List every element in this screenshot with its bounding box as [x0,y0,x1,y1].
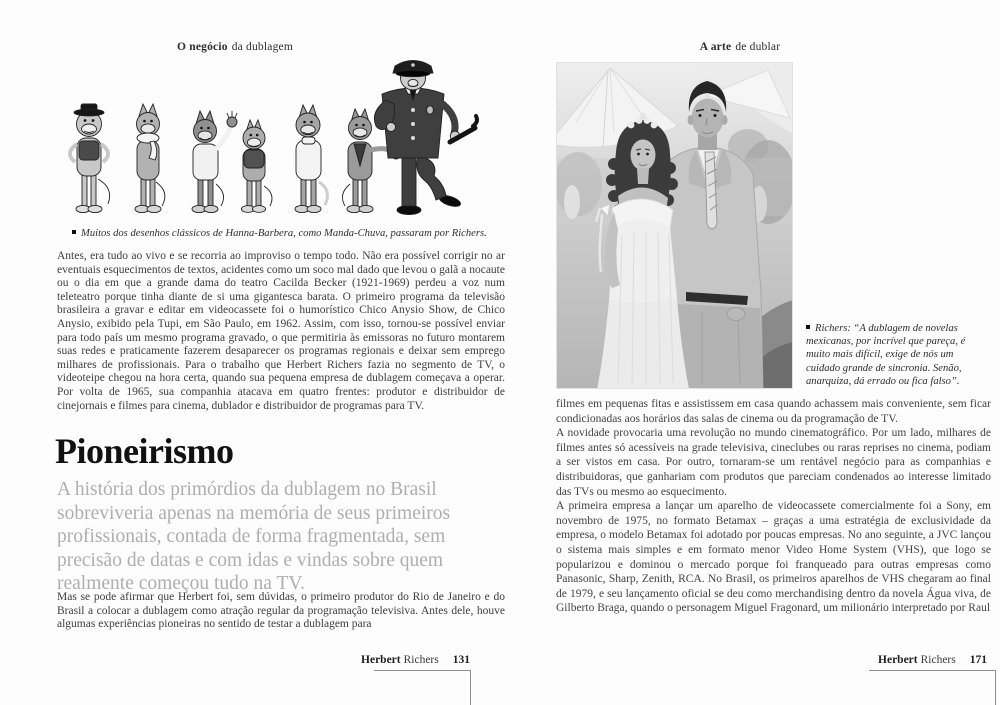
right-paragraph-2: A novidade provocaria uma revolução no mundo cinematográfico. Por um lado, milhares de filmes antes só acessíveis na grade televisiva, cineclubes ou raras reprises no cinema, podiam a ser vistos em casa. Por outro, tornaram-se um rentável negócio para as companhias e distribuidoras, que ganhariam com produtos que pareciam condenados ao interesse limitado das TVs ou mesmo ao esquecimento. [556,427,991,498]
caption-bullet-icon [806,325,810,329]
footer-right-page-number: 171 [969,654,987,666]
right-paragraph-1: filmes em pequenas fitas e assistissem em casa quando achassem mais conveniente, sem ficar condicionadas aos horários das salas de cinema ou da programação de TV. [556,398,991,425]
footer-right [815,654,987,666]
left-paragraph-2: Mas se pode afirmar que Herbert foi, sem dúvidas, o primeiro produtor do Rio de Janeiro e do Brasil a colocar a dublagem como atração regular da programação televisiva. Antes dele, houve algumas experiências pioneiras no sentido de testar a dublagem para [57,591,505,631]
hanna-barbera-cartoon-illustration [58,54,480,226]
section-lede: A história dos primórdios da dublagem no Brasil sobreviveria apenas na memória de seus primeiros profissionais, contada de forma fragmentada, sem precisão de datas e com idas e vindas sobre quem realmente começou tudo na TV. [57,479,451,594]
running-head-left-bold: O negócio [177,41,228,53]
cartoon-caption [72,227,487,240]
footer-rule-right [869,670,996,671]
right-body [556,397,991,616]
running-head-right-bold: A arte [699,41,732,53]
choo-choo-figure [135,104,165,213]
richers-couple-photo [556,62,793,389]
footer-left-title-rest: Richers [403,654,439,666]
top-cat-figure [70,104,110,213]
running-head-left-rest: da dublagem [231,41,293,53]
spook-figure [192,111,237,213]
running-head-right [635,41,845,53]
footer-right-title-bold: Herbert [878,654,918,666]
policeman-figure [374,61,477,215]
benny-figure [241,120,272,212]
footer-left-page-number: 131 [452,654,470,666]
cartoon-caption-text: Muitos dos desenhos clássicos de Hanna-Barbera, como Manda-Chuva, passaram por Richers. [81,228,487,239]
running-head-right-rest: de dublar [735,41,781,53]
right-paragraph-3: A primeira empresa a lançar um aparelho de videocassete comercialmente foi a Sony, em novembro de 1975, no formato Betamax – graças a uma estratégia de exclusividade da empresa, o modelo Betamax foi adotado por poucas empresas. No ano seguinte, a JVC lançou o sistema mais simples e em formato menor Video Home System (VHS), que logo se popularizou e dominou o mercado porque foi franqueado para outras empresas como Panasonic, Sharp, Zenith, RCA. No Brasil, os primeiros aparelhos de VHS chegaram ao final de 1979, e seu lançamento oficial se deu como merchandising dentro da novela Água viva, de Gilberto Braga, quando o personagem Miguel Fragonard, um milionário interpretado por Raul [556,500,991,615]
footer-left-title-bold: Herbert [361,654,401,666]
section-title: Pioneirismo [55,431,234,471]
footer-rule-left [374,670,471,671]
fancy-fancy-figure [295,105,327,213]
photo-caption-text: Richers: “A dublagem de novelas mexicanas, por incrível que pareça, é muito mais difícil, exige de nós um cuidado grande de sincronia. Senão, anarquiza, dá errado ou fica falso”. [806,323,966,387]
footer-right-title-rest: Richers [920,654,956,666]
caption-bullet-icon [72,230,76,234]
left-paragraph-1: Antes, era tudo ao vivo e se recorria ao improviso o tempo todo. Não era possível corrigir no ar eventuais esquecimentos de textos, acidentes como um soco mal dado que levou o galã a nocaute ou o dia em que a grande dama do teatro Cacilda Becker (1921-1969) perdeu a voz num teleteatro porque tinha diante de si uma gigantesca barata. O primeiro programa da televisão brasileira a gravar e editar em videocassete foi o humorístico Chico Anysio Show, de Chico Anysio, exibido pela Tupi, em São Paulo, em 1962. Assim, com isso, tornou-se possível enviar para todo país um mesmo programa gravado, o que permitiria às emissoras no futuro montarem suas redes e praticamente fazerem desaparecer os programas regionais e deixar sem emprego milhares de profissionais. Para o trabalho que Herbert Richers fazia no segmento de TV, o videoteipe chegou na hora certa, quando sua pequena empresa de dublagem começava a operar. Por volta de 1965, sua companhia atacava em quatro frentes: produtor e distribuidor de cinejornais e filmes para cinema, dublador e distribuidor de programas para TV. [57,250,505,412]
photo-caption [806,322,980,388]
running-head-left [80,41,390,53]
footer-corner-rule-left [470,670,471,705]
footer-left [298,654,470,666]
footer-corner-rule-right [995,670,996,705]
